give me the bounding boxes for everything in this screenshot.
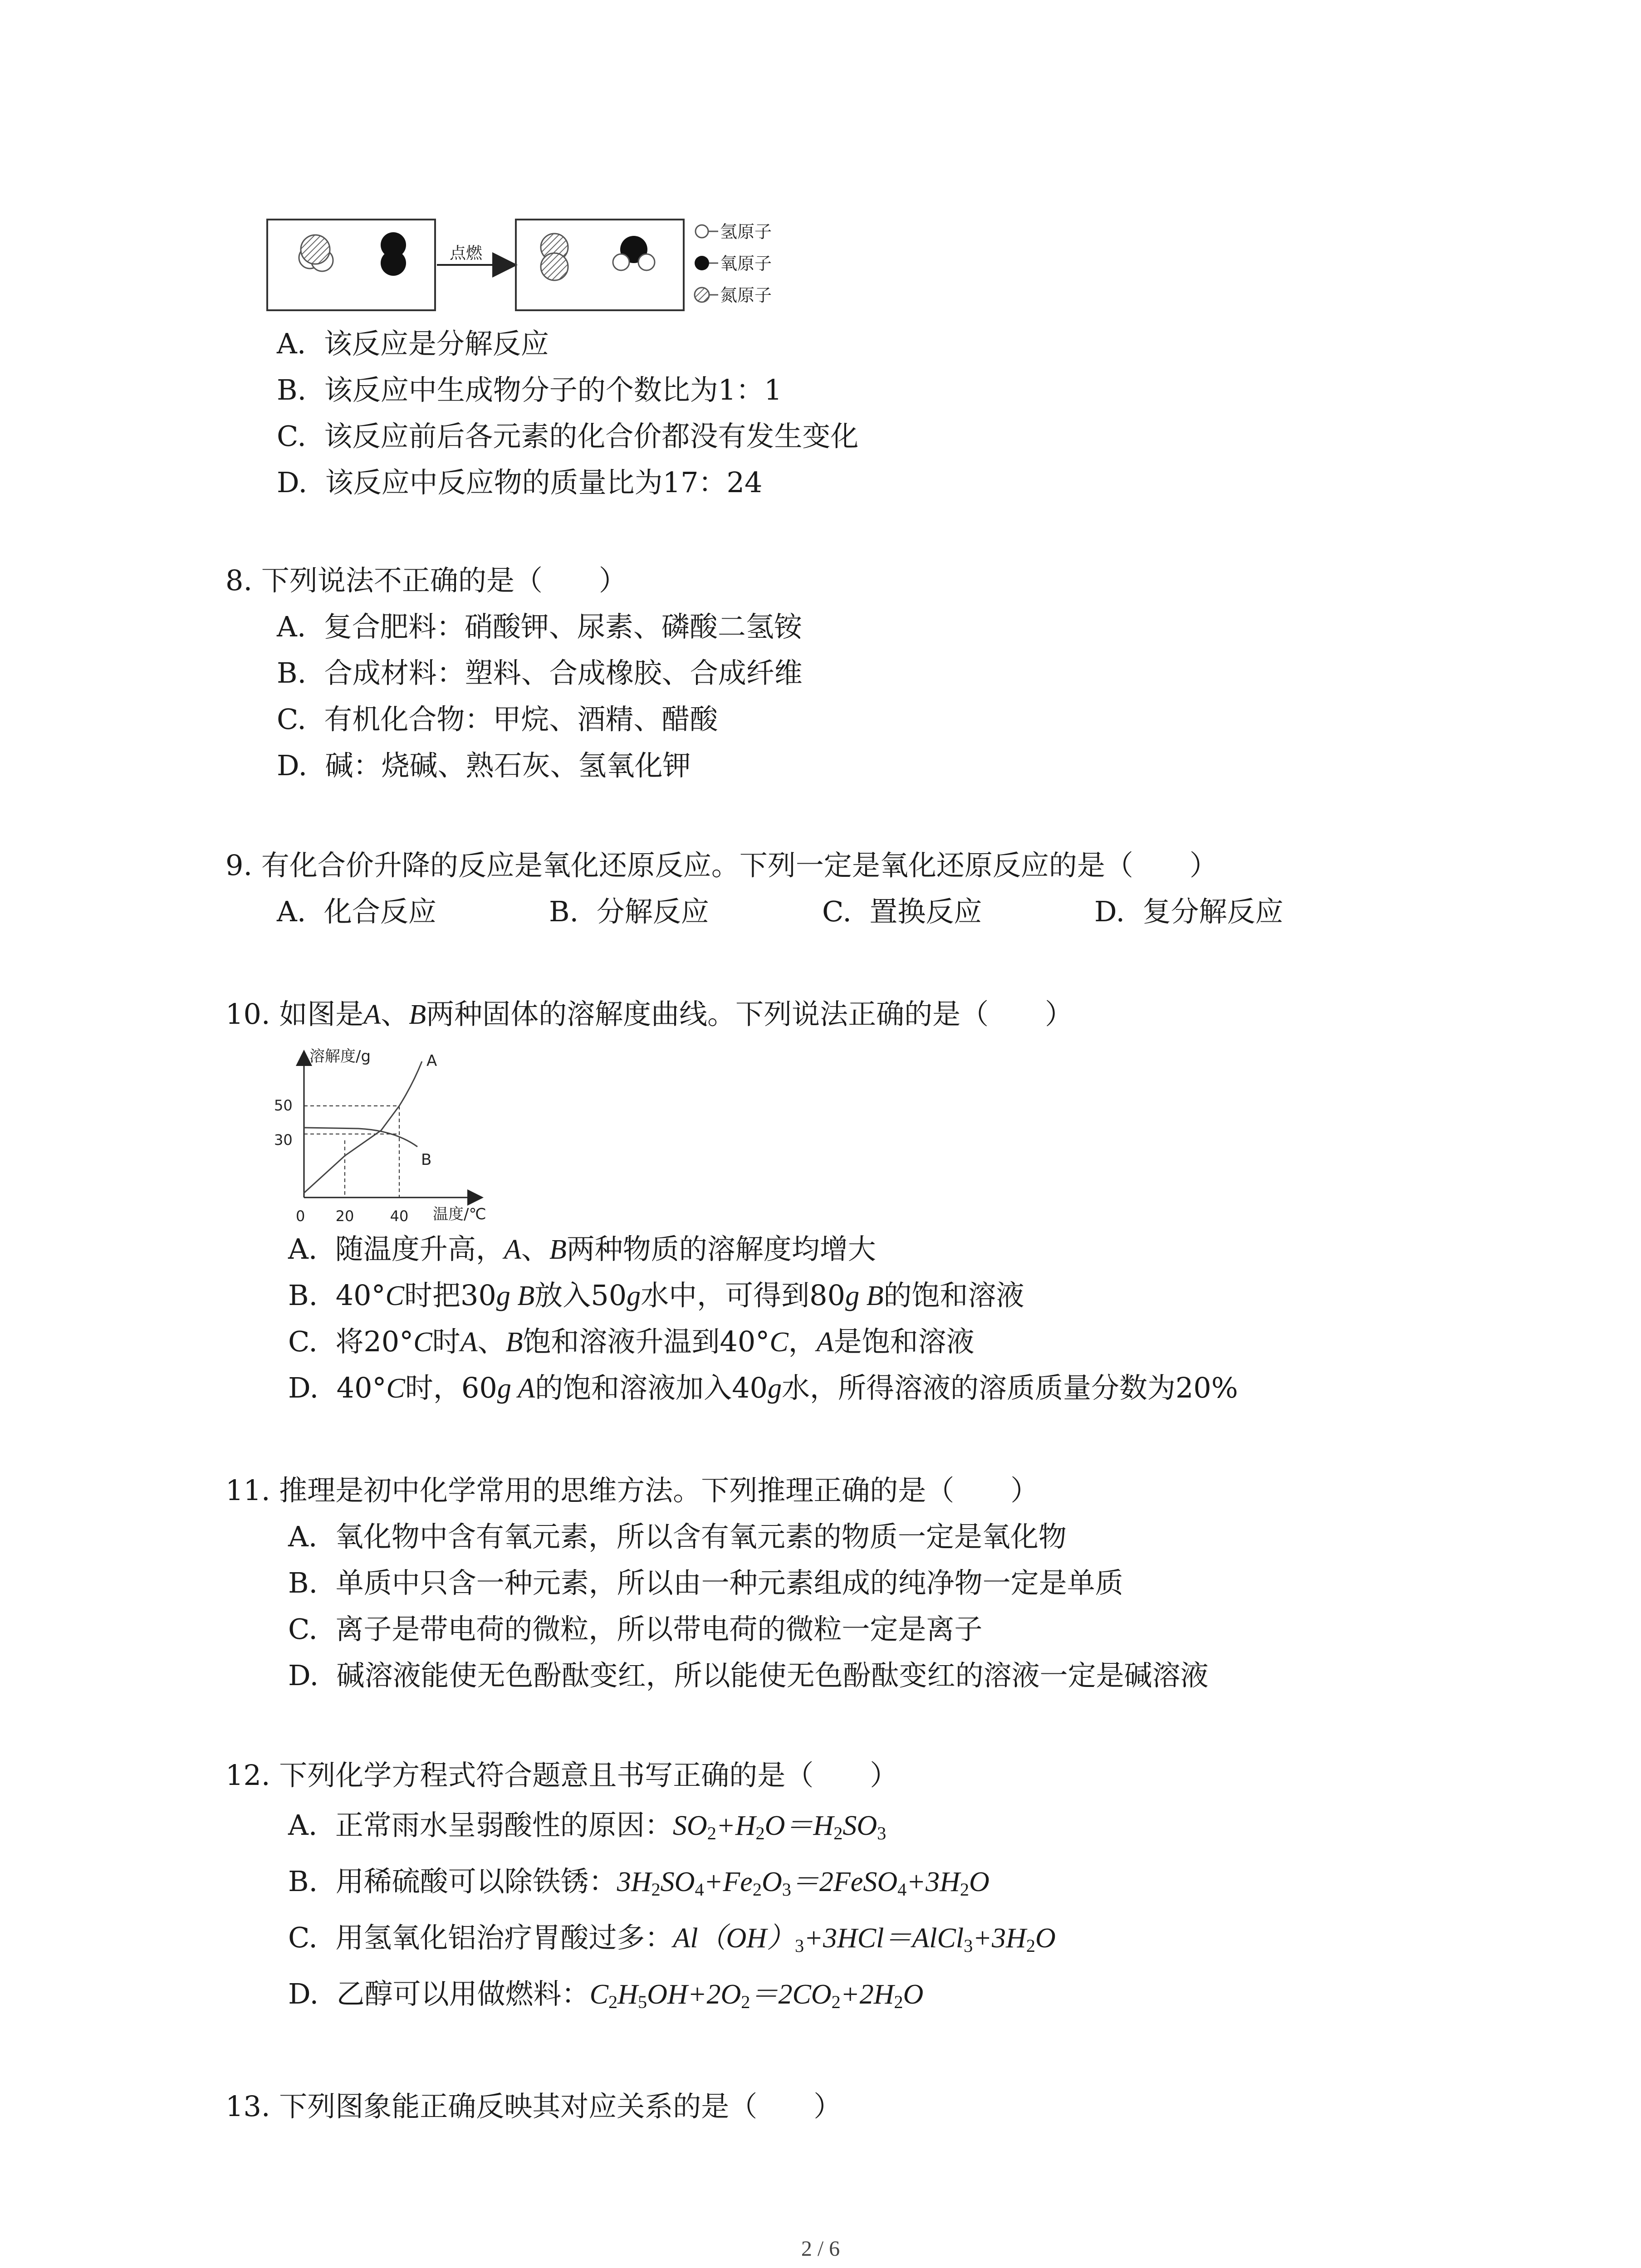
q12-option-b: B. 用稀硫酸可以除铁锈：$3H_2SO_4+Fe_2O_3=2FeSO_4+3H_2O$ [288, 1865, 989, 1900]
arrow-label: 点燃 [449, 244, 483, 263]
legend-nitrogen: 氮原子 [720, 285, 772, 305]
q8-option-a: A. 复合肥料：硝酸钾、尿素、磷酸二氢铵 [277, 610, 802, 643]
curve-b-label: B [421, 1151, 432, 1169]
x-axis-label: 温度/℃ [433, 1205, 486, 1223]
q9-option-c: C. 置换反应 [822, 895, 982, 928]
q9-option-d: D. 复分解反应 [1094, 895, 1283, 928]
legend-hydrogen: 氢原子 [720, 222, 772, 242]
x-tick-20: 20 [335, 1207, 354, 1225]
curve-a [304, 1061, 422, 1193]
q10-stem: 10. 如图是A、B两种固体的溶解度曲线。下列说法正确的是（ ） [225, 997, 1073, 1031]
q11-option-b: B. 单质中只含一种元素，所以由一种元素组成的纯净物一定是单质 [288, 1566, 1123, 1599]
q11-option-c: C. 离子是带电荷的微粒，所以带电荷的微粒一定是离子 [288, 1613, 983, 1646]
q9-option-a: A. 化合反应 [277, 895, 436, 928]
reaction-diagram [265, 213, 810, 331]
page-number: 2 / 6 [801, 2237, 840, 2261]
q11-stem: 11. 推理是初中化学常用的思维方法。下列推理正确的是（ ） [225, 1474, 1039, 1507]
x-tick-40: 40 [390, 1207, 409, 1225]
ammonia-molecule [299, 235, 333, 271]
q12-option-a: A. 正常雨水呈弱酸性的原因：$SO_2+H_2O=H_2SO_3$ [288, 1809, 887, 1844]
q8-option-b: B. 合成材料：塑料、合成橡胶、合成纤维 [277, 656, 803, 689]
nitrogen-molecule [541, 234, 568, 280]
y-tick-50: 50 [274, 1097, 293, 1114]
q10-option-c: C. 将20°C时A、B饱和溶液升温到40°C，A是饱和溶液 [288, 1325, 975, 1358]
q9-stem: 9. 有化合价升降的反应是氧化还原反应。下列一定是氧化还原反应的是（ ） [225, 849, 1218, 882]
origin-label: 0 [296, 1207, 305, 1225]
q7-option-a: A. 该反应是分解反应 [277, 327, 549, 360]
q10-option-d: D. 40°C时，60g A的饱和溶液加入40g水，所得溶液的溶质质量分数为20% [288, 1371, 1238, 1404]
water-molecule [613, 236, 655, 270]
curve-a-label: A [426, 1052, 437, 1070]
q12-option-d: D. 乙醇可以用做燃料：$C_2H_5OH+2O_2=2CO_2+2H_2O$ [288, 1977, 924, 2013]
y-axis-label: 溶解度/g [309, 1047, 371, 1066]
q11-option-d: D. 碱溶液能使无色酚酞变红，所以能使无色酚酞变红的溶液一定是碱溶液 [288, 1659, 1209, 1692]
reactants-box [267, 220, 435, 310]
q10-option-a: A. 随温度升高，A、B两种物质的溶解度均增大 [288, 1232, 876, 1266]
oxygen-molecule [381, 232, 406, 276]
q8-option-d: D. 碱：烧碱、熟石灰、氢氧化钾 [277, 749, 691, 782]
q10-option-b: B. 40°C时把30g B放入50g水中，可得到80g B的饱和溶液 [288, 1279, 1024, 1312]
q7-option-b: B. 该反应中生成物分子的个数比为1：1 [277, 373, 782, 406]
y-tick-30: 30 [274, 1131, 293, 1149]
legend-oxygen: 氧原子 [720, 254, 772, 274]
q9-option-b: B. 分解反应 [549, 895, 709, 928]
q8-stem: 8. 下列说法不正确的是（ ） [225, 564, 627, 597]
q12-stem: 12. 下列化学方程式符合题意且书写正确的是（ ） [225, 1759, 898, 1792]
q13-stem: 13. 下列图象能正确反映其对应关系的是（ ） [225, 2090, 842, 2123]
legend [695, 222, 772, 305]
q8-option-c: C. 有机化合物：甲烷、酒精、醋酸 [277, 703, 718, 736]
q12-option-c: C. 用氢氧化铝治疗胃酸过多：$Al(OH)_3+3HCl=AlCl_3+3H_2O$ [288, 1921, 1056, 1956]
solubility-chart [268, 1043, 504, 1234]
q7-option-d: D. 该反应中反应物的质量比为17：24 [277, 466, 763, 499]
q11-option-a: A. 氧化物中含有氧元素，所以含有氧元素的物质一定是氧化物 [288, 1520, 1067, 1553]
q7-option-c: C. 该反应前后各元素的化合价都没有发生变化 [277, 420, 859, 453]
